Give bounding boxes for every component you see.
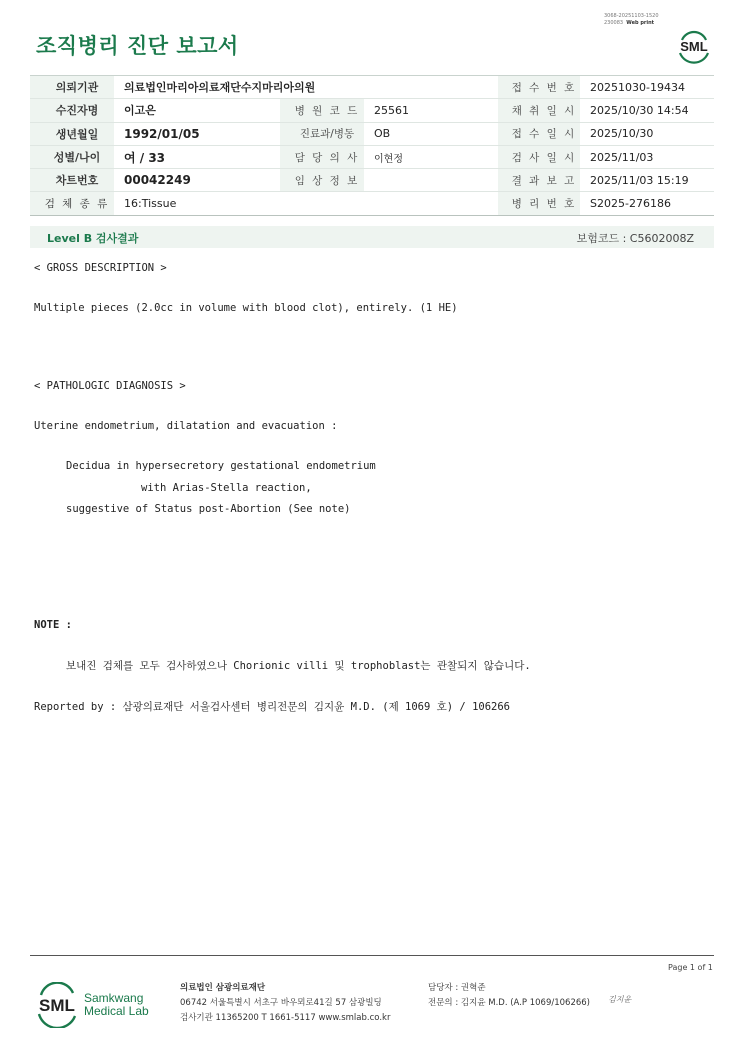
- value-specimen-type: 16:Tissue: [114, 192, 498, 215]
- gross-heading: < GROSS DESCRIPTION >: [34, 262, 167, 274]
- diagnosis-line: with Arias-Stella reaction,: [141, 482, 312, 494]
- sml-logo-icon: [676, 26, 712, 64]
- value-pathology-number: S2025-276186: [580, 192, 714, 215]
- footer-address: 06742 서울특별시 서초구 바우뫼로41길 57 삼광빌딩: [180, 998, 382, 1008]
- level-label: Level B 검사결과: [47, 232, 139, 245]
- value-requesting-institution: 의료법인마리아의료재단수지마리아의원: [114, 76, 498, 99]
- info-row: [30, 145, 714, 168]
- info-row: [30, 122, 714, 145]
- info-row: [30, 76, 714, 99]
- logo-text: SML: [680, 39, 708, 54]
- value-attending-physician: 이현정: [364, 145, 498, 168]
- footer-manager: 담당자 : 권혁준: [428, 983, 486, 993]
- value-hospital-code: 25561: [364, 99, 498, 122]
- info-row: [30, 169, 714, 192]
- value-result-report: 2025/11/03 15:19: [580, 169, 714, 192]
- label-receipt-date: 접 수 일 시: [498, 122, 580, 145]
- footer-org-name: 의료법인 삼광의료재단: [180, 983, 266, 993]
- value-test-date: 2025/11/03: [580, 145, 714, 168]
- footer-logo-main: SML: [39, 996, 75, 1015]
- footer-specialist: 전문의 : 김지윤 M.D. (A.P 1069/106266): [428, 998, 590, 1008]
- label-department: 진료과/병동: [280, 122, 364, 145]
- webprint-line1: 3068-20251103-1520: [604, 13, 659, 19]
- diagnosis-line: suggestive of Status post-Abortion (See note): [66, 503, 351, 515]
- value-department: OB: [364, 122, 498, 145]
- footer-contact: 검사기관 11365200 T 1661-5117 www.smlab.co.kr: [180, 1013, 391, 1023]
- footer-divider: [30, 955, 714, 956]
- footer-staff-info: [428, 981, 590, 1011]
- label-test-date: 검 사 일 시: [498, 145, 580, 168]
- label-sex-age: 성별/나이: [30, 145, 114, 168]
- patient-info-table: [30, 75, 714, 216]
- label-patient-name: 수진자명: [30, 99, 114, 122]
- specialist-signature: 김지윤: [608, 995, 632, 1004]
- info-row: [30, 99, 714, 122]
- note-text: 보내진 검체를 모두 검사하였으나 Chorionic villi 및 trophoblast는 관찰되지 않습니다.: [66, 660, 531, 672]
- label-specimen-type: 검 체 종 류: [30, 192, 114, 215]
- value-birth-date: 1992/01/05: [114, 122, 280, 145]
- samkwang-logo-icon: [36, 982, 166, 1028]
- label-attending-physician: 담 당 의 사: [280, 145, 364, 168]
- webprint-id: [604, 13, 659, 26]
- label-requesting-institution: 의뢰기관: [30, 76, 114, 99]
- value-chart-number: 00042249: [114, 169, 280, 192]
- value-receipt-date: 2025/10/30: [580, 122, 714, 145]
- footer-logo-line2: Medical Lab: [84, 1004, 149, 1018]
- gross-text: Multiple pieces (2.0cc in volume with blood clot), entirely. (1 HE): [34, 302, 458, 314]
- value-sex-age: 여 / 33: [114, 145, 280, 168]
- label-result-report: 결 과 보 고: [498, 169, 580, 192]
- result-level-bar: [30, 226, 714, 248]
- webprint-line2: 230083 Web print: [604, 19, 655, 26]
- diagnosis-site: Uterine endometrium, dilatation and evacuation :: [34, 420, 338, 432]
- reported-by: Reported by : 삼광의료재단 서울검사센터 병리전문의 김지윤 M.D. (제 1069 호) / 106266: [34, 701, 511, 713]
- label-birth-date: 생년월일: [30, 122, 114, 145]
- report-title: 조직병리 진단 보고서: [36, 34, 239, 58]
- note-heading: NOTE :: [34, 619, 72, 631]
- insurance-code: 보험코드 : C5602008Z: [576, 232, 694, 245]
- value-clinical-info: [364, 169, 498, 192]
- diagnosis-line: Decidua in hypersecretory gestational endometrium: [66, 460, 376, 472]
- label-accession-number: 접 수 번 호: [498, 76, 580, 99]
- value-patient-name: 이고은: [114, 99, 280, 122]
- footer-org-info: [180, 981, 390, 1026]
- footer-logo-line1: Samkwang: [84, 991, 144, 1005]
- label-collection-datetime: 채 취 일 시: [498, 99, 580, 122]
- value-collection-datetime: 2025/10/30 14:54: [580, 99, 714, 122]
- label-hospital-code: 병 원 코 드: [280, 99, 364, 122]
- value-accession-number: 20251030-19434: [580, 76, 714, 99]
- label-pathology-number: 병 리 번 호: [498, 192, 580, 215]
- label-chart-number: 차트번호: [30, 169, 114, 192]
- info-row: [30, 192, 714, 215]
- page-number: Page 1 of 1: [668, 963, 713, 972]
- label-clinical-info: 임 상 정 보: [280, 169, 364, 192]
- diagnosis-heading: < PATHOLOGIC DIAGNOSIS >: [34, 380, 186, 392]
